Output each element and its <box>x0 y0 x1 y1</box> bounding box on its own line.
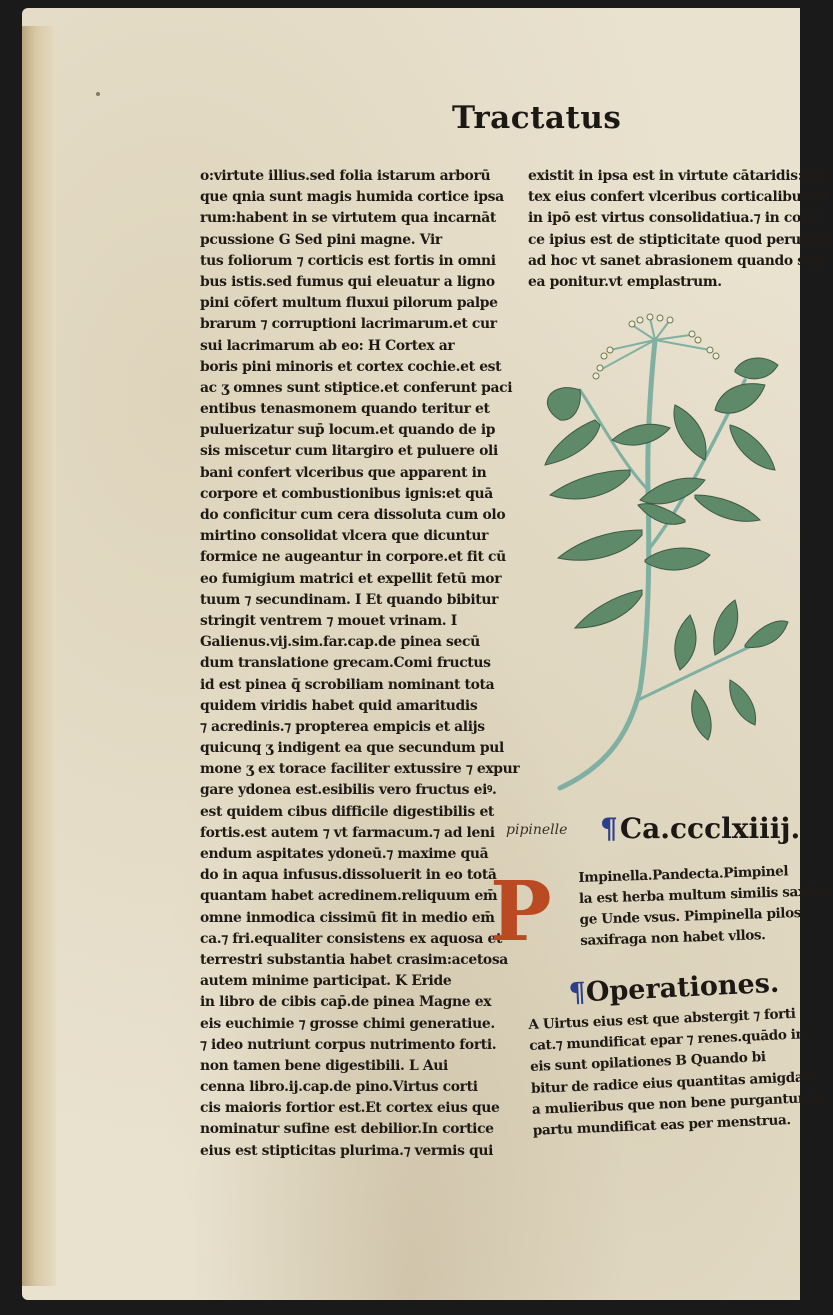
page-gutter <box>22 26 56 1286</box>
leaf <box>545 420 600 465</box>
text-line: existit in ipsa est in virtute cātaridis:cor <box>528 168 827 184</box>
text-line: tus foliorum ⁊ corticis est fortis in omni <box>200 252 496 269</box>
text-line: pcussione G Sed pini magne. Vir <box>200 231 442 248</box>
leaf <box>575 590 642 628</box>
text-line: mirtino consolidat vlcera que dicuntur <box>200 528 489 545</box>
text-line: endum aspitates ydoneū.⁊ maxime quā <box>200 846 489 862</box>
leaf <box>674 405 706 460</box>
pilcrow-icon: ¶ <box>600 812 618 845</box>
text-line: a mulieribus que non bene purgantur in <box>531 1089 824 1118</box>
text-line: ca.⁊ fri.equaliter consistens ex aquosa et <box>200 930 503 947</box>
text-line: ⁊ ideo nutriunt corpus nutrimento forti. <box>200 1036 497 1053</box>
text-line: dum translatione grecam.Comi fructus <box>200 655 491 672</box>
flower-bud <box>637 317 643 323</box>
text-line: eis sunt opilationes B Quando bi <box>529 1049 766 1076</box>
text-line: quidem viridis habet quid amaritudis <box>200 697 478 714</box>
text-line: autem minime participat. K Eride <box>200 973 452 990</box>
text-line: Impinella.Pandecta.Pimpinel <box>578 863 789 886</box>
text-line: corpore et combustionibus ignis:et quā <box>200 485 493 502</box>
text-line: cenna libro.ij.cap.de pino.Virtus corti <box>200 1079 478 1096</box>
text-line: rum:habent in se virtutem qua incarnāt <box>200 210 496 227</box>
margin-annotation: pipinelle <box>506 822 568 838</box>
flower-bud <box>657 315 663 321</box>
text-line: do in aqua infusus.dissoluerit in eo totā <box>200 867 497 884</box>
text-line: fortis.est autem ⁊ vt farmacum.⁊ ad leni <box>200 824 495 841</box>
text-line: ⁊ acredinis.⁊ propterea empicis et alijs <box>200 718 485 735</box>
flower-bud <box>629 321 635 327</box>
text-line: entibus tenasmonem quando teritur et <box>200 401 490 418</box>
leaf <box>715 384 765 413</box>
leaf <box>612 424 670 445</box>
text-line: o:virtute illius.sed folia istarum arborū <box>200 168 491 184</box>
flower-bud <box>647 314 653 320</box>
pimpinella-illustration <box>520 310 790 800</box>
text-line: do conficitur cum cera dissoluta cum olo <box>200 507 506 523</box>
text-line: quicunq ʒ indigent ea que secundum pul <box>200 740 504 757</box>
text-line: stringit ventrem ⁊ mouet vrinam. I <box>200 612 457 629</box>
chapter-heading <box>600 812 801 852</box>
text-line: ac ʒ omnes sunt stiptice.et conferunt paci <box>200 379 513 396</box>
text-line: ge Unde vsus. Pimpinella pilos <box>579 905 802 928</box>
text-line: pini cōfert multum fluxui pilorum palpe <box>200 295 498 312</box>
pilcrow-icon: ¶ <box>568 977 587 1009</box>
entry-text <box>578 861 832 952</box>
umbel-stem-3 <box>655 320 670 340</box>
right-text-column-top <box>528 166 831 293</box>
text-line: boris pini minoris et cortex cochie.et est <box>200 358 502 375</box>
leaf <box>714 600 738 655</box>
chapter-number: Ca.ccclxiiij. <box>619 812 801 845</box>
flower-bud <box>707 347 713 353</box>
text-line: bitur de radice eius quantitas amigdale <box>530 1068 817 1097</box>
umbel-stem-4 <box>655 335 690 340</box>
flower-bud <box>607 347 613 353</box>
text-line: in libro de cibis cap̄.de pinea Magne ex <box>200 994 492 1011</box>
flower-bud <box>597 365 603 371</box>
text-line: la est herba multum similis saxifra <box>578 883 832 907</box>
text-line: cis maioris fortior est.Et cortex eius que <box>200 1100 500 1117</box>
umbel-stem-5 <box>610 340 655 350</box>
text-line: eo fumigium matrici et expellit fetū mor <box>200 570 502 587</box>
text-line: est quidem cibus difficile digestibilis et <box>200 803 494 820</box>
text-line: eius est stipticitas plurima.⁊ vermis qui <box>200 1142 494 1159</box>
leaf <box>558 530 642 560</box>
text-line: nominatur sufine est debilior.In cortice <box>200 1121 494 1138</box>
text-line: cat.⁊ mundificat epar ⁊ renes.quādo in <box>528 1026 806 1055</box>
text-line: non tamen bene digestibili. L Aui <box>200 1057 448 1074</box>
text-line: id est pinea q̄ scrobiliam nominant tota <box>200 676 495 693</box>
leaf <box>692 690 711 740</box>
text-line: saxifraga non habet vllos. <box>580 927 766 949</box>
leaf <box>730 680 756 725</box>
text-line: quantam habet acredinem.reliquum em̄ <box>200 888 498 905</box>
text-line: mone ʒ ex torace faciliter extussire ⁊ expur <box>200 761 520 778</box>
leaf <box>745 621 788 648</box>
running-head: Tractatus <box>452 100 622 136</box>
umbel-stem-7 <box>655 340 710 350</box>
text-line: ea ponitur.vt emplastrum. <box>528 273 722 290</box>
text-line: gare ydonea est.esibilis vero fructus eiꝰ. <box>200 782 497 799</box>
text-line: ce ipius est de stipticitate quod peruenit <box>528 231 831 248</box>
leaf <box>735 358 778 379</box>
left-text-column <box>200 166 520 1162</box>
text-line: sui lacrimarum ab eo: H Cortex ar <box>200 337 455 354</box>
lower-right-branch <box>638 640 765 700</box>
decorated-initial: P <box>490 864 552 960</box>
flower-bud <box>667 317 673 323</box>
text-line: bus istis.sed fumus qui eleuatur a ligno <box>200 273 495 290</box>
page-speck <box>96 92 100 96</box>
text-line: terrestri substantia habet crasim:acetosa <box>200 951 508 968</box>
text-line: Galienus.vij.sim.far.cap.de pinea secū <box>200 634 480 651</box>
leaf <box>550 470 630 499</box>
section-title: Operationes. <box>585 967 780 1009</box>
text-line: brarum ⁊ corruptioni lacrimarum.et cur <box>200 316 497 333</box>
leaf <box>675 615 696 670</box>
flower-bud <box>601 353 607 359</box>
text-line: eis euchimie ⁊ grosse chimi generatiue. <box>200 1015 495 1032</box>
text-line: sis miscetur cum litargiro et puluere oli <box>200 443 498 460</box>
operations-text <box>528 1004 824 1142</box>
flower-bud <box>695 337 701 343</box>
leaf <box>645 548 710 570</box>
text-line: in ipō est virtus consolidatiua.⁊ in corti <box>528 210 819 227</box>
text-line: puluerizatur sup̄ locum.et quando de ip <box>200 422 496 439</box>
text-line: bani confert vlceribus que apparent in <box>200 464 487 481</box>
leaf <box>695 495 760 521</box>
leaf <box>730 425 775 470</box>
flower-bud <box>689 331 695 337</box>
text-line: partu mundificat eas per menstrua. <box>532 1112 791 1139</box>
text-line: formice ne augeantur in corpore.et fit cū <box>200 549 506 566</box>
text-line: omne inmodica cissimū fit in medio em̄ <box>200 909 495 926</box>
text-line: A Uirtus eius est que abstergit ⁊ forti <box>528 1005 796 1033</box>
text-line: ad hoc vt sanet abrasionem quando sup <box>528 252 824 269</box>
leaf <box>547 388 580 420</box>
text-line: tex eius confert vlceribus corticalibus:et <box>528 189 829 206</box>
flower-bud <box>593 373 599 379</box>
text-line: tuum ⁊ secundinam. I Et quando bibitur <box>200 591 499 608</box>
text-line: que qnia sunt magis humida cortice ipsa <box>200 189 504 206</box>
flower-bud <box>713 353 719 359</box>
umbel-stem-6 <box>600 340 655 370</box>
